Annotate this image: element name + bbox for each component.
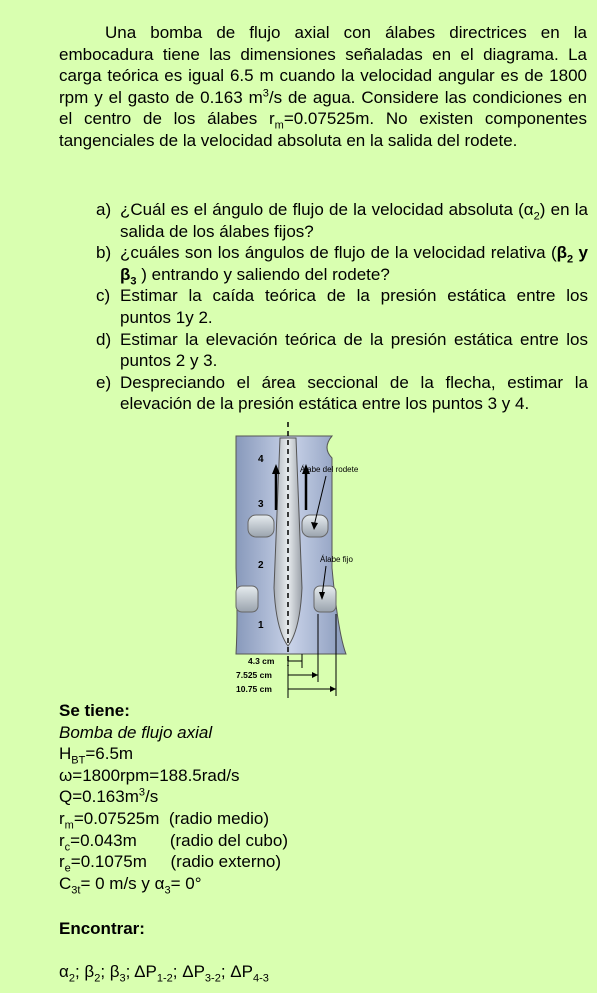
find-section bbox=[59, 918, 269, 983]
beta-symbol: β bbox=[556, 243, 568, 263]
find-unknowns bbox=[59, 961, 269, 983]
problem-text-3: =0.07525m. No existen componentes tangenciales de la velocidad absoluta en la salida del rodete. bbox=[59, 109, 587, 150]
fixed-blade-left bbox=[236, 586, 258, 612]
given-heading: Se tiene: bbox=[59, 701, 130, 720]
value: = 0 m/s y α bbox=[80, 873, 165, 893]
given-rc bbox=[59, 830, 479, 852]
question-text: y bbox=[573, 243, 588, 263]
given-c3 bbox=[59, 873, 479, 895]
beta: ; β bbox=[74, 962, 95, 982]
question-text: ¿cuáles son los ángulos de flujo de la velocidad relativa ( bbox=[120, 243, 557, 263]
subscript: 3t bbox=[71, 884, 81, 897]
subscript-m: m bbox=[274, 119, 284, 132]
fixed-blade-right bbox=[314, 586, 336, 612]
given-omega: ω=1800rpm=188.5rad/s bbox=[59, 765, 240, 785]
var: Q=0.163m bbox=[59, 787, 139, 807]
value: /s bbox=[144, 787, 159, 807]
beta: ; β bbox=[100, 962, 120, 982]
var: r bbox=[59, 808, 65, 828]
question-text: ¿Cuál es el ángulo de flujo de la velocidad absoluta (α bbox=[120, 200, 534, 219]
problem-statement bbox=[59, 22, 587, 152]
find-heading: Encontrar: bbox=[59, 919, 145, 938]
superscript-3: 3 bbox=[262, 87, 269, 100]
rotor-blade-label: Álabe del rodete bbox=[300, 465, 359, 474]
question-marker: d) bbox=[96, 329, 112, 349]
subscript: e bbox=[64, 862, 71, 875]
value: = 0° bbox=[170, 873, 202, 893]
given-subtitle: Bomba de flujo axial bbox=[59, 722, 213, 742]
question-b bbox=[96, 242, 588, 288]
dim-mean-radius: 7.525 cm bbox=[236, 670, 272, 680]
point-label-2: 2 bbox=[258, 560, 264, 571]
question-a bbox=[96, 199, 588, 242]
subscript: 4-3 bbox=[252, 972, 269, 985]
value: =0.1075m (radio externo) bbox=[70, 852, 282, 872]
var: r bbox=[59, 852, 65, 872]
fixed-blade-label: Álabe fijo bbox=[320, 555, 353, 564]
beta-symbol: β bbox=[120, 264, 131, 284]
delta-p: ; ΔP bbox=[172, 962, 205, 982]
question-marker: b) bbox=[96, 243, 112, 263]
subscript: 3-2 bbox=[204, 972, 221, 985]
point-label-1: 1 bbox=[258, 620, 264, 631]
question-marker: e) bbox=[96, 372, 112, 392]
var: H bbox=[59, 744, 72, 764]
given-hbt bbox=[59, 743, 479, 765]
alpha: α bbox=[59, 962, 69, 982]
question-marker: a) bbox=[96, 200, 112, 219]
problem-text-1: Una bomba de flujo axial con álabes directrices en la embocadura tiene las dimensiones señaladas en el diagrama. La carga teórica es igual 6.5 m cuando la velocidad angular es de 1800 rpm y el gasto de 0.163 m bbox=[59, 23, 587, 107]
problem-text-2: /s de agua. Considere las condiciones en el centro de los álabes r bbox=[59, 87, 587, 129]
question-text: Estimar la caída teórica de la presión estática entre los puntos 1y 2. bbox=[120, 286, 588, 327]
given-flow bbox=[59, 786, 479, 808]
dim-outer-radius: 10.75 cm bbox=[236, 684, 272, 694]
superscript: 3 bbox=[138, 786, 145, 799]
subscript: BT bbox=[71, 754, 86, 767]
question-list bbox=[96, 199, 588, 415]
question-text: Despreciando el área seccional de la flecha, estimar la elevación de la presión estática entre los puntos 3 y 4. bbox=[120, 372, 588, 414]
subscript: 3 bbox=[164, 884, 171, 897]
delta-p: ; ΔP bbox=[220, 962, 253, 982]
subscript: 3 bbox=[119, 972, 126, 985]
subscript: c bbox=[64, 840, 71, 853]
subscript: 2 bbox=[68, 972, 75, 985]
subscript: 2 bbox=[533, 210, 540, 223]
value: =6.5m bbox=[85, 744, 134, 764]
question-marker: c) bbox=[96, 286, 111, 306]
subscript: 2 bbox=[567, 253, 574, 266]
point-label-4: 4 bbox=[258, 454, 264, 465]
question-d bbox=[96, 329, 588, 372]
delta-p: ; ΔP bbox=[125, 962, 157, 982]
rotor-blade-left bbox=[248, 515, 274, 537]
value: =0.043m (radio del cubo) bbox=[70, 830, 288, 850]
question-e bbox=[96, 372, 588, 415]
question-c bbox=[96, 285, 588, 328]
axial-pump-diagram bbox=[222, 418, 382, 700]
question-text: ) en la salida de los álabes fijos? bbox=[120, 200, 589, 241]
question-text: Estimar la elevación teórica de la presión estática entre los puntos 2 y 3. bbox=[120, 329, 588, 371]
dim-hub-radius: 4.3 cm bbox=[248, 656, 275, 666]
given-data bbox=[59, 700, 479, 897]
point-label-3: 3 bbox=[258, 499, 264, 510]
subscript: 3 bbox=[130, 275, 137, 288]
var: r bbox=[59, 830, 65, 850]
given-re bbox=[59, 851, 479, 873]
value: =0.07525m (radio medio) bbox=[73, 808, 269, 828]
given-rm bbox=[59, 808, 479, 830]
subscript: 2 bbox=[94, 972, 101, 985]
subscript: m bbox=[64, 819, 74, 832]
question-text: ) entrando y saliendo del rodete? bbox=[136, 264, 390, 284]
var: C bbox=[59, 873, 72, 893]
subscript: 1-2 bbox=[156, 972, 173, 985]
